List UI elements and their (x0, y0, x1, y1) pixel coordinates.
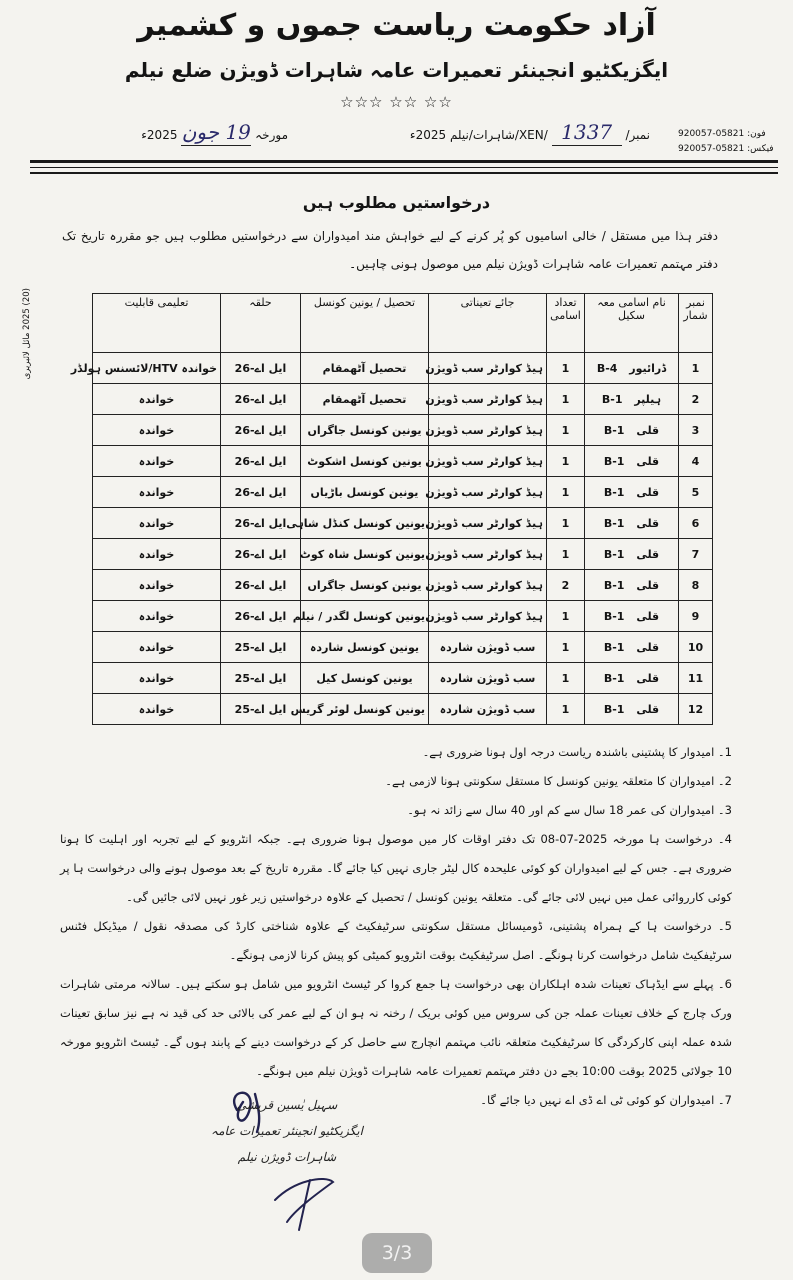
condition-item: 2۔ امیدواران کا متعلقہ یونین کونسل کا مستقل سکونتی ہونا لازمی ہے۔ (385, 774, 732, 788)
count-cell: 2 (547, 570, 585, 601)
constituency-cell: ایل اے-26 (221, 384, 301, 415)
qualification-cell: خواندہ (93, 663, 221, 694)
post-cell (585, 446, 679, 477)
col-header-post: نام اسامی معہ سکیل (585, 294, 679, 353)
post-scale: B-1 (603, 423, 625, 437)
col-header-posting: جائے تعیناتی (429, 294, 547, 353)
post-name: قلی (636, 485, 660, 499)
area-cell: تحصیل آٹھمقام (301, 384, 429, 415)
count-cell: 1 (547, 446, 585, 477)
serial-cell: 5 (679, 477, 713, 508)
post-name: قلی (636, 454, 660, 468)
serial-cell: 2 (679, 384, 713, 415)
area-cell: یونین کونسل کنڈل شاہی (301, 508, 429, 539)
qualification-cell: خواندہ (93, 508, 221, 539)
count-cell: 1 (547, 415, 585, 446)
post-cell (585, 570, 679, 601)
area-cell: یونین کونسل اشکوٹ (301, 446, 429, 477)
posting-cell: ہیڈ کوارٹر سب ڈویژن (429, 570, 547, 601)
side-note-text: (20) 2025 مائل لائبریری (22, 288, 32, 380)
qualification-cell: خواندہ (93, 632, 221, 663)
condition-item: 6۔ پہلے سے ایڈہاک تعینات شدہ اہلکاران بھی درخواست ہا جمع کروا کر ٹیسٹ انٹرویو میں شامل ہو سکتے ہیں۔ سالانہ مرمتی شاہرات ورک چارج کے خلاف تعینات عملہ جن کی سروس میں کوئی بریک / رخنہ نہ ہو ان کے لیے عمر کی بالائی حد کی قید نہ ہے نیز سابق تعینات شدہ عملہ اپنی کارکردگی کا سرٹیفکیٹ متعلقہ نائب مہتمم انچارج سے حاصل کر کے درخواست دینے کے پابند ہوں گے۔ ٹیسٹ انٹرویو مورخہ 10 جولائی 2025 بوقت 10:00 بجے دن دفتر مہتمم تعمیرات عامہ شاہرات ڈویژن نیلم میں ہونگے۔ (60, 977, 732, 1078)
count-cell: 1 (547, 539, 585, 570)
post-scale: B-1 (603, 640, 625, 654)
table-row (93, 601, 713, 632)
post-name: ہیلپر (634, 392, 662, 406)
table-row (93, 539, 713, 570)
count-cell: 1 (547, 632, 585, 663)
table-row (93, 632, 713, 663)
constituency-cell: ایل اے-26 (221, 415, 301, 446)
posting-cell: ہیڈ کوارٹر سب ڈویژن (429, 601, 547, 632)
post-name: قلی (636, 547, 660, 561)
post-cell (585, 508, 679, 539)
table-row (93, 570, 713, 601)
constituency-cell: ایل اے-25 (221, 694, 301, 725)
posting-cell: ہیڈ کوارٹر سب ڈویژن (429, 353, 547, 384)
table-row (93, 415, 713, 446)
post-scale: B-1 (603, 702, 625, 716)
condition-item: 5۔ درخواست ہا کے ہمراہ پشتینی، ڈومیسائل مستقل سکونتی سرٹیفکیٹ کے علاوہ شناختی کارڈ کی مصدقہ نقول / میڈیکل فٹنس سرٹیفکیٹ شامل درخواست کرنا ہونگے۔ اصل سرٹیفکیٹ بوقت انٹرویو کمیٹی کو پیش کرنا لازمی ہونگے۔ (60, 919, 732, 962)
signature-block (202, 1092, 372, 1170)
post-scale: B-1 (603, 578, 625, 592)
post-scale: B-1 (603, 671, 625, 685)
date-label: مورخہ (255, 128, 288, 142)
office-title: ایگزیکٹیو انجینئر تعمیرات عامہ شاہرات ڈویژن ضلع نیلم (124, 58, 669, 82)
notice-heading: درخواستیں مطلوب ہیں (302, 193, 491, 212)
col-header-constituency: حلقہ (221, 294, 301, 353)
area-cell: یونین کونسل شاہ کوٹ (301, 539, 429, 570)
post-cell (585, 694, 679, 725)
qualification-cell: خواندہ (93, 415, 221, 446)
constituency-cell: ایل اے-26 (221, 601, 301, 632)
constituency-cell: ایل اے-25 (221, 663, 301, 694)
area-cell: یونین کونسل جاگراں (301, 570, 429, 601)
col-header-qualification: تعلیمی قابلیت (93, 294, 221, 353)
condition-item: 3۔ امیدواران کی عمر 18 سال سے کم اور 40 سال سے زائد نہ ہو۔ (407, 803, 732, 817)
table-row (93, 353, 713, 384)
reference-number (348, 118, 650, 152)
table-row (93, 694, 713, 725)
post-scale: B-1 (603, 547, 625, 561)
table-row (93, 663, 713, 694)
reference-value: 1337 (552, 119, 622, 146)
post-scale: B-1 (601, 392, 623, 406)
post-cell (585, 353, 679, 384)
conditions-list (60, 738, 732, 1115)
qualification-cell: خواندہ (93, 539, 221, 570)
qualification-cell: خواندہ (93, 570, 221, 601)
reference-label: نمبر/ (625, 128, 650, 142)
table-row (93, 384, 713, 415)
table-header-row (93, 294, 713, 353)
qualification-cell: خواندہ (93, 384, 221, 415)
area-cell: یونین کونسل شاردہ (301, 632, 429, 663)
post-scale: B-1 (603, 485, 625, 499)
count-cell: 1 (547, 601, 585, 632)
posting-cell: ہیڈ کوارٹر سب ڈویژن (429, 477, 547, 508)
post-scale: B-1 (603, 454, 625, 468)
serial-cell: 11 (679, 663, 713, 694)
count-cell: 1 (547, 384, 585, 415)
post-cell (585, 415, 679, 446)
count-cell: 1 (547, 508, 585, 539)
serial-cell: 12 (679, 694, 713, 725)
serial-cell: 9 (679, 601, 713, 632)
posting-cell: سب ڈویژن شاردہ (429, 632, 547, 663)
condition-item: 7۔ امیدواران کو کوئی ٹی اے ڈی اے نہیں دیا جائے گا۔ (480, 1093, 732, 1107)
post-cell (585, 477, 679, 508)
posting-cell: ہیڈ کوارٹر سب ڈویژن (429, 539, 547, 570)
post-name: قلی (636, 578, 660, 592)
constituency-cell: ایل اے-26 (221, 508, 301, 539)
constituency-cell: ایل اے-26 (221, 570, 301, 601)
header-rule-thick (30, 160, 778, 163)
count-cell: 1 (547, 353, 585, 384)
government-title: آزاد حکومت ریاست جموں و کشمیر (137, 8, 656, 43)
contact-box (678, 127, 778, 157)
posting-cell: سب ڈویژن شاردہ (429, 663, 547, 694)
signatory-office: شاہرات ڈویژن نیلم (237, 1150, 337, 1164)
post-name: قلی (636, 423, 660, 437)
count-cell: 1 (547, 694, 585, 725)
qualification-cell: خواندہ (93, 446, 221, 477)
side-note (20, 288, 40, 398)
table-row (93, 508, 713, 539)
posting-cell: ہیڈ کوارٹر سب ڈویژن (429, 415, 547, 446)
star-ornament: ☆☆☆ ☆☆ ☆☆ (340, 93, 453, 111)
qualification-cell: خواندہ (93, 601, 221, 632)
constituency-cell: ایل اے-26 (221, 353, 301, 384)
post-name: ڈرائیور (629, 361, 667, 375)
phone-number: فون: 05821-920057 (678, 129, 766, 139)
serial-cell: 7 (679, 539, 713, 570)
serial-cell: 4 (679, 446, 713, 477)
post-name: قلی (636, 640, 660, 654)
page-indicator: 3/3 (362, 1233, 432, 1273)
col-header-serial: نمبر شمار (679, 294, 713, 353)
signatory-name: سہیل یٰسین قریشی (236, 1098, 338, 1112)
qualification-cell: خواندہ (93, 694, 221, 725)
post-scale: B-1 (603, 516, 625, 530)
area-cell: یونین کونسل لگدر / نیلم (301, 601, 429, 632)
qualification-cell: خواندہ HTV/لائسنس ہولڈر (93, 353, 221, 384)
serial-cell: 8 (679, 570, 713, 601)
post-name: قلی (636, 671, 660, 685)
constituency-cell: ایل اے-25 (221, 632, 301, 663)
serial-cell: 6 (679, 508, 713, 539)
vacancy-table (70, 293, 713, 725)
col-header-area: تحصیل / یونین کونسل (301, 294, 429, 353)
area-cell: یونین کونسل جاگراں (301, 415, 429, 446)
header-rule-bottom (30, 172, 778, 174)
post-scale: B-1 (603, 609, 625, 623)
post-cell (585, 539, 679, 570)
area-cell: یونین کونسل کیل (301, 663, 429, 694)
date-value: 19 جون (181, 120, 251, 144)
post-cell (585, 384, 679, 415)
post-scale: B-4 (596, 361, 618, 375)
area-cell: یونین کونسل لوئر گریس (301, 694, 429, 725)
serial-cell: 3 (679, 415, 713, 446)
condition-item: 1۔ امیدوار کا پشتینی باشندہ ریاست درجہ اول ہونا ضروری ہے۔ (422, 745, 732, 759)
qualification-cell: خواندہ (93, 477, 221, 508)
table-body (70, 353, 713, 725)
post-name: قلی (636, 609, 660, 623)
header-rule-thin (30, 167, 778, 168)
reference-suffix: /XEN/شاہرات/نیلم 2025ء (409, 128, 548, 142)
posting-cell: ہیڈ کوارٹر سب ڈویژن (429, 446, 547, 477)
constituency-cell: ایل اے-26 (221, 446, 301, 477)
date-year: 2025ء (141, 128, 178, 142)
reference-date (88, 118, 288, 152)
constituency-cell: ایل اے-26 (221, 539, 301, 570)
posting-cell: سب ڈویژن شاردہ (429, 694, 547, 725)
posting-cell: ہیڈ کوارٹر سب ڈویژن (429, 384, 547, 415)
table-row (93, 446, 713, 477)
serial-cell: 10 (679, 632, 713, 663)
area-cell: تحصیل آٹھمقام (301, 353, 429, 384)
constituency-cell: ایل اے-26 (221, 477, 301, 508)
serial-cell: 1 (679, 353, 713, 384)
table-row (93, 477, 713, 508)
posting-cell: ہیڈ کوارٹر سب ڈویژن (429, 508, 547, 539)
post-cell (585, 632, 679, 663)
col-header-count: تعداد اسامی (547, 294, 585, 353)
post-cell (585, 601, 679, 632)
area-cell: یونین کونسل باڑیاں (301, 477, 429, 508)
post-name: قلی (636, 516, 660, 530)
intro-paragraph: دفتر ہذا میں مستقل / خالی اسامیوں کو پُر کرنے کے لیے خواہش مند امیدواران سے درخواستیں مطلوب ہیں جو مقررہ تاریخ تک دفتر مہتمم تعمیرات عامہ شاہرات ڈویژن نیلم میں موصول ہونی چاہیں۔ (62, 229, 718, 271)
post-name: قلی (636, 702, 660, 716)
count-cell: 1 (547, 663, 585, 694)
count-cell: 1 (547, 477, 585, 508)
post-cell (585, 663, 679, 694)
signatory-designation: ایگزیکٹیو انجینئر تعمیرات عامہ (211, 1124, 363, 1138)
fax-number: فیکس: 05821-920057 (678, 144, 774, 154)
condition-item: 4۔ درخواست ہا مورخہ 2025-07-08 تک دفتر اوقات کار میں موصول ہونا ضروری ہے۔ جبکہ انٹرویو کے لیے تجربہ اور اہلیت کا ہونا ضروری ہے۔ جس کے لیے امیدواران کو کوئی علیحدہ کال لیٹر جاری نہیں کیا جائے گا۔ مقررہ تاریخ کے بعد موصول ہونے والی درخواست ہا پر کوئی کارروائی عمل میں نہیں لائی جائے گی۔ متعلقہ یونین کونسل / تحصیل کے علاوہ درخواستیں زیر غور نہیں لائی جائیں گی۔ (60, 832, 732, 904)
